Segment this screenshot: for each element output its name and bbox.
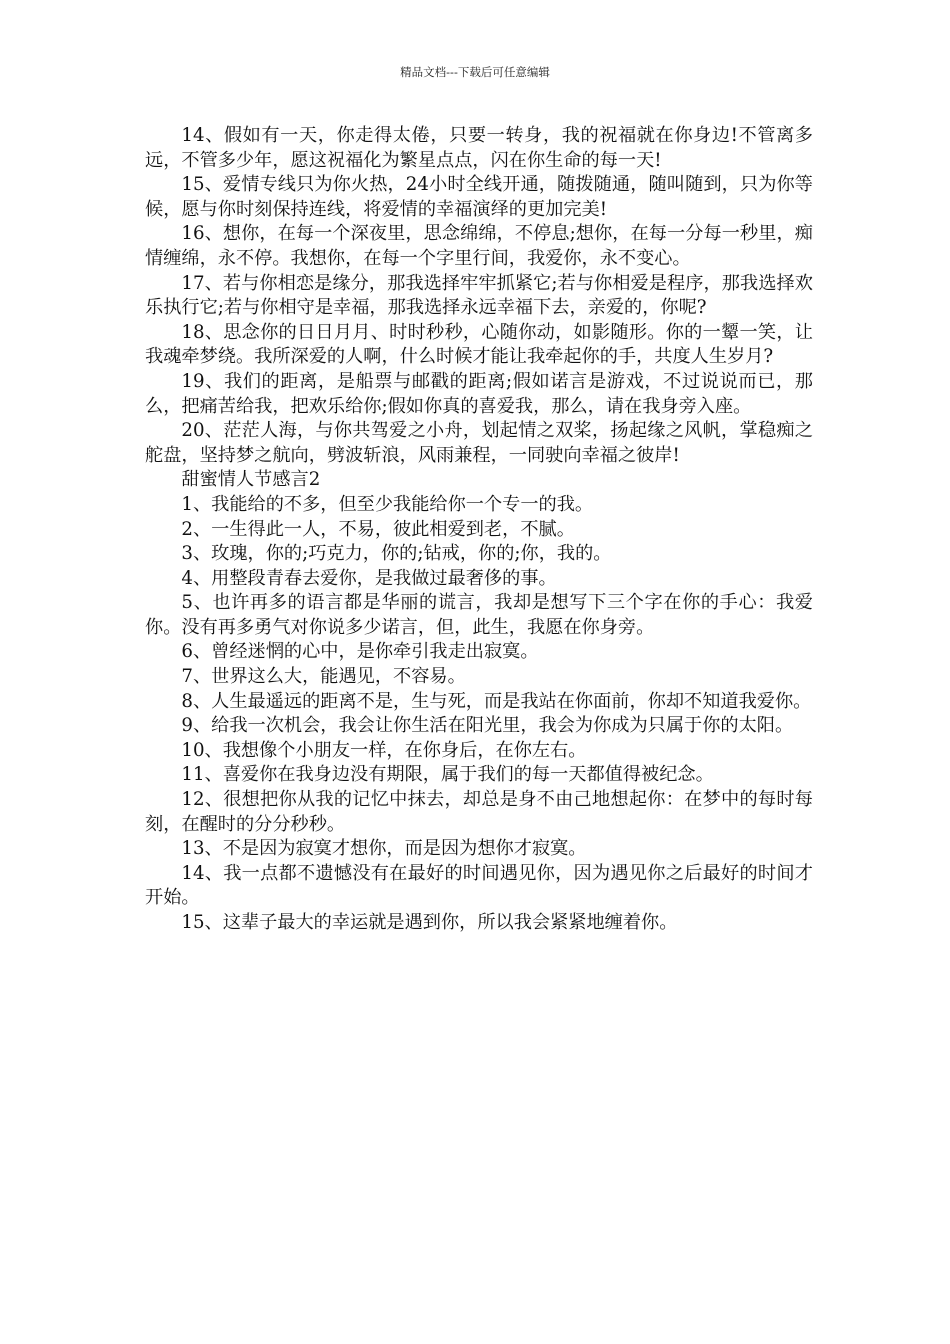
paragraph: 2、一生得此一人，不易，彼此相爱到老，不腻。: [181, 518, 575, 540]
paragraph: 17、若与你相恋是缘分，那我选择牢牢抓紧它;若与你相爱是程序，那我选择欢乐执行它;若与你相守是幸福，那我选择永远幸福下去，亲爱的，你呢?: [145, 272, 813, 319]
document-body: [145, 124, 813, 936]
paragraph: 10、我想像个小朋友一样，在你身后，在你左右。: [181, 739, 587, 761]
paragraph: 11、喜爱你在我身边没有期限，属于我们的每一天都值得被纪念。: [181, 764, 714, 786]
paragraph: 20、茫茫人海，与你共驾爱之小舟，划起情之双桨，扬起缘之风帆，掌稳痴之舵盘，坚持梦之航向，劈波斩浪，风雨兼程，一同驶向幸福之彼岸!: [145, 420, 813, 466]
paragraph: 6、曾经迷惘的心中，是你牵引我走出寂寞。: [181, 641, 539, 663]
paragraph: 18、思念你的日日月月、时时秒秒，心随你动，如影随形。你的一颦一笑，让我魂牵梦绕。我所深爱的人啊，什么时候才能让我牵起你的手，共度人生岁月?: [145, 321, 813, 368]
paragraph: 1、我能给的不多，但至少我能给你一个专一的我。: [181, 493, 594, 515]
paragraph: 14、我一点都不遗憾没有在最好的时间遇见你，因为遇见你之后最好的时间才开始。: [145, 862, 813, 909]
paragraph: 13、不是因为寂寞才想你，而是因为想你才寂寞。: [181, 838, 587, 860]
paragraph: 19、我们的距离，是船票与邮戳的距离;假如诺言是游戏，不过说说而已，那么，把痛苦给我，把欢乐给你;假如你真的喜爱我，那么，请在我身旁入座。: [145, 370, 813, 417]
paragraph: 16、想你，在每一个深夜里，思念绵绵，不停息;想你，在每一分每一秒里，痴情缠绵，永不停。我想你，在每一个字里行间，我爱你，永不变心。: [145, 223, 813, 269]
paragraph: 15、这辈子最大的幸运就是遇到你，所以我会紧紧地缠着你。: [181, 912, 678, 933]
paragraph: 5、也许再多的语言都是华丽的谎言，我却是想写下三个字在你的手心：我爱你。没有再多勇气对你说多少诺言，但，此生，我愿在你身旁。: [145, 592, 813, 638]
section-heading: 甜蜜情人节感言2: [181, 469, 321, 491]
paragraph: 14、假如有一天，你走得太倦，只要一转身，我的祝福就在你身边!不管离多远，不管多少年，愿这祝福化为繁星点点，闪在你生命的每一天!: [145, 125, 813, 171]
paragraph: 7、世界这么大，能遇见，不容易。: [181, 666, 466, 688]
paragraph: 4、用整段青春去爱你，是我做过最奢侈的事。: [181, 567, 557, 589]
paragraph: 12、很想把你从我的记忆中抹去，却总是身不由己地想起你：在梦中的每时每刻，在醒时的分分秒秒。: [145, 789, 813, 835]
paragraph: 9、给我一次机会，我会让你生活在阳光里，我会为你成为只属于你的太阳。: [181, 715, 794, 737]
page-header: 精品文档---下载后可任意编辑: [400, 65, 550, 79]
paragraph: 8、人生最遥远的距离不是，生与死，而是我站在你面前，你却不知道我爱你。: [181, 690, 812, 712]
paragraph: 15、爱情专线只为你火热，24小时全线开通，随拨随通，随叫随到，只为你等候，愿与你时刻保持连线，将爱情的幸福演绎的更加完美!: [145, 174, 813, 220]
paragraph: 3、玫瑰，你的;巧克力，你的;钻戒，你的;你，我的。: [181, 543, 612, 565]
